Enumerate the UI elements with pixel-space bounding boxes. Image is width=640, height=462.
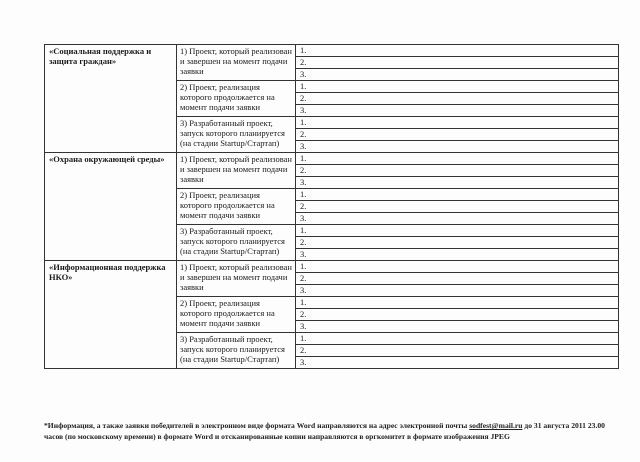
category-cell: «Охрана окружающей среды»	[45, 153, 177, 261]
projects-table	[44, 44, 619, 369]
entry-cell[interactable]: 1.	[296, 297, 619, 309]
footnote-line-2: часов (по московскому времени) в формате Word и отсканированные копии направляются в оргкомитет в формате изображения JPEG	[44, 432, 510, 441]
project-type-cell: 2) Проект, реализация которого продолжается на момент подачи заявки	[177, 189, 296, 225]
footnote-line-1: *Информация, а также заявки победителей в электронном виде формата Word направляются на адрес электронной почты sodfest@mail.ru до 31 августа 2011 23.00	[44, 421, 605, 430]
table-row	[45, 153, 619, 165]
project-type-cell: 3) Разработанный проект, запуск которого планируется (на стадии Startup/Стартап)	[177, 117, 296, 153]
category-cell: «Информационная поддержка НКО»	[45, 261, 177, 369]
entry-cell[interactable]: 1.	[296, 261, 619, 273]
project-type-cell: 2) Проект, реализация которого продолжается на момент подачи заявки	[177, 297, 296, 333]
entry-cell[interactable]: 2.	[296, 165, 619, 177]
entry-cell[interactable]: 2.	[296, 129, 619, 141]
entry-cell[interactable]: 3.	[296, 357, 619, 369]
entry-cell[interactable]: 3.	[296, 69, 619, 81]
project-type-cell: 1) Проект, который реализован и завершен на момент подачи заявки	[177, 45, 296, 81]
entry-cell[interactable]: 2.	[296, 57, 619, 69]
project-type-cell: 1) Проект, который реализован и завершен на момент подачи заявки	[177, 153, 296, 189]
entry-cell[interactable]: 1.	[296, 225, 619, 237]
entry-cell[interactable]: 3.	[296, 321, 619, 333]
project-type-cell: 2) Проект, реализация которого продолжается на момент подачи заявки	[177, 81, 296, 117]
project-type-cell: 1) Проект, который реализован и завершен на момент подачи заявки	[177, 261, 296, 297]
project-type-cell: 3) Разработанный проект, запуск которого планируется (на стадии Startup/Стартап)	[177, 225, 296, 261]
entry-cell[interactable]: 3.	[296, 285, 619, 297]
entry-cell[interactable]: 2.	[296, 273, 619, 285]
entry-cell[interactable]: 1.	[296, 333, 619, 345]
entry-cell[interactable]: 1.	[296, 81, 619, 93]
entry-cell[interactable]: 2.	[296, 201, 619, 213]
entry-cell[interactable]: 3.	[296, 105, 619, 117]
table-row	[45, 45, 619, 57]
entry-cell[interactable]: 1.	[296, 189, 619, 201]
entry-cell[interactable]: 1.	[296, 45, 619, 57]
entry-cell[interactable]: 1.	[296, 153, 619, 165]
entry-cell[interactable]: 2.	[296, 237, 619, 249]
table-row	[45, 261, 619, 273]
category-cell: «Социальная поддержка и защита граждан»	[45, 45, 177, 153]
entry-cell[interactable]: 2.	[296, 93, 619, 105]
entry-cell[interactable]: 3.	[296, 213, 619, 225]
entry-cell[interactable]: 1.	[296, 117, 619, 129]
project-type-cell: 3) Разработанный проект, запуск которого планируется (на стадии Startup/Стартап)	[177, 333, 296, 369]
email-link[interactable]: sodfest@mail.ru	[469, 421, 523, 430]
entry-cell[interactable]: 3.	[296, 249, 619, 261]
footnote	[44, 420, 628, 442]
entry-cell[interactable]: 3.	[296, 141, 619, 153]
entry-cell[interactable]: 2.	[296, 309, 619, 321]
entry-cell[interactable]: 2.	[296, 345, 619, 357]
entry-cell[interactable]: 3.	[296, 177, 619, 189]
